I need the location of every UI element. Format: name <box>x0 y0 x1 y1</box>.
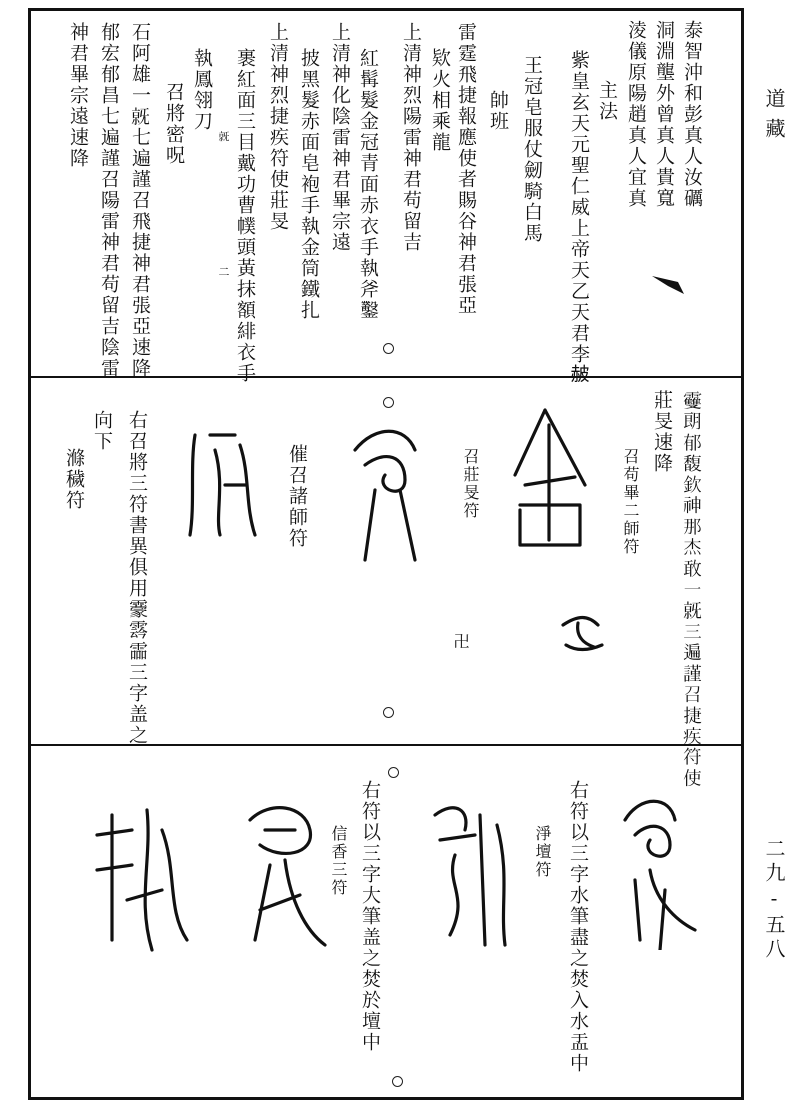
s2-label-zhuang-min: 召莊旻符 <box>461 448 480 520</box>
s1-col-5: 紫皇玄天元聖仁威上帝天乙天君李𧹞 <box>568 50 590 386</box>
s1-col-10: 上清神烈陽雷神君苟留吉 <box>400 22 422 253</box>
s1-col-16: 執鳳翎刀 <box>191 48 213 132</box>
s1-col-13: 披黑髮赤面皂袍手執金筒鐵扎 <box>298 48 320 321</box>
page-number: 二九-五八 <box>762 838 786 962</box>
s1-col-4: 主法 <box>596 80 618 122</box>
talisman-summon-gou-bi <box>505 405 595 585</box>
s3-label-jing-tan: 淨壇符 <box>533 825 552 879</box>
s2-col-down: 向下 <box>91 410 113 452</box>
s1-col-8: 雷霆飛捷報應使者賜谷神君張亞 <box>455 22 477 316</box>
talisman-purify-altar-2 <box>425 795 515 955</box>
s1-col-7: 帥班 <box>487 90 509 132</box>
book-title: 道藏 <box>762 88 786 148</box>
s1-col-1: 泰智沖和彭真人汝礪 <box>681 20 703 209</box>
circle-mark <box>388 767 399 778</box>
s2-label-cui-zhao: 催召諸師符 <box>286 444 308 549</box>
s1-col-19: 郁宏郁昌七遍謹召陽雷神君苟留吉陰雷 <box>98 22 120 379</box>
s2-col-1: 𩆿朗郁馥欽神那杰敢一𣄶三遍謹召捷疾符使 <box>681 390 703 789</box>
s1-col-17: 召將密呪 <box>163 82 185 166</box>
s1-col-2: 洞淵壟外曾真人貴寬 <box>653 20 675 209</box>
seal-mark <box>648 268 688 298</box>
s2-label-di-hui: 滌穢符 <box>63 448 85 511</box>
s2-wan-symbol: 卍 <box>451 633 470 651</box>
s1-col-12: 上清神化陰雷神君畢宗遠 <box>329 22 351 253</box>
s2-col-note: 右召將三符書異俱用靀𩃬霝三字盖之 <box>126 410 148 746</box>
s3-label-xin-xiang: 信香三符 <box>329 825 348 897</box>
s1-col-11: 紅髯髮金冠青面赤衣手執斧鑿 <box>357 48 379 321</box>
circle-mark <box>392 1076 403 1087</box>
s2-col-2: 莊旻速降 <box>651 390 673 474</box>
s1-col-6: 王冠皂服仗劒騎白馬 <box>521 55 543 244</box>
s3-col-1: 右符以三字水筆盡之焚入水盂中 <box>567 780 589 1074</box>
circle-mark <box>383 343 394 354</box>
s1-col-15: 裹紅面三目戴功曹幞頭黃抹額緋衣手 <box>234 48 256 384</box>
talisman-urge-summon <box>185 425 265 545</box>
talisman-incense-1 <box>240 800 330 960</box>
s2-label-gou-bi: 召苟畢二師符 <box>621 448 640 556</box>
circle-mark <box>383 397 394 408</box>
s1-col-20: 神君畢宗遠速降 <box>67 22 89 169</box>
s1-col-9: 欵火相乘龍 <box>429 48 451 153</box>
talisman-summon-zhuang-min <box>345 420 435 570</box>
talisman-squiggle <box>558 605 608 655</box>
talisman-purify-altar <box>615 790 705 950</box>
s3-col-3: 右符以三字大筆盖之焚於壇中 <box>359 780 381 1053</box>
s1-tiny-mark-1: 二 <box>217 266 230 278</box>
circle-mark <box>383 707 394 718</box>
talisman-incense-2 <box>92 800 192 960</box>
s1-col-3: 淩儀原陽趙真人宜真 <box>625 20 647 209</box>
s1-col-18: 石阿雄一𣄶七遍謹召飛捷神君張亞速降 <box>129 22 151 379</box>
s1-col-14: 上清神烈捷疾符使莊旻 <box>267 22 289 232</box>
s1-tiny-mark-2: 𣄶 <box>217 130 230 142</box>
